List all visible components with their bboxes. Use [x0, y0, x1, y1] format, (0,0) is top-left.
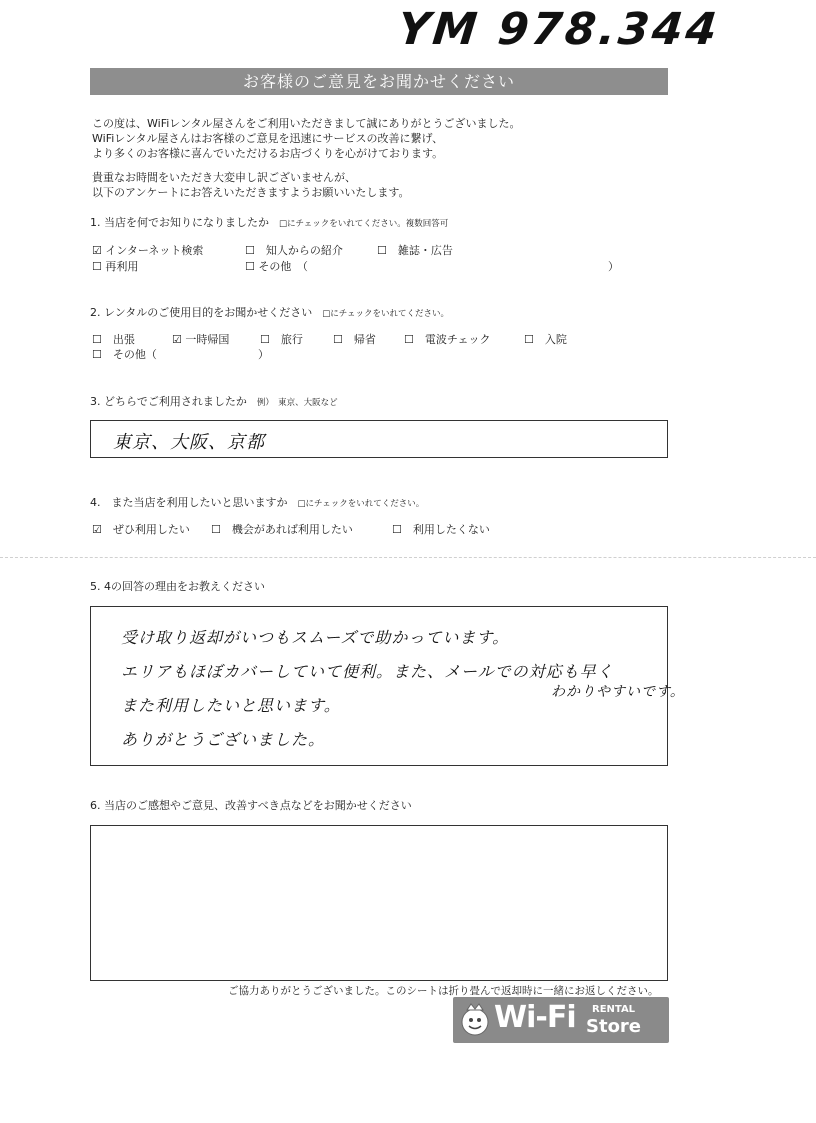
q2-option-other[interactable]: ☐ その他（ — [92, 348, 157, 361]
question-2-note: □にチェックをいれてください。 — [322, 309, 450, 319]
q2-option-homecoming[interactable]: ☐ 帰省 — [333, 333, 376, 346]
q5-answer-line-5: ありがとうございました。 — [121, 730, 326, 749]
question-6-label: 6. 当店のご感想やご意見、改善すべき点などをお聞かせください — [90, 799, 412, 812]
question-3 — [90, 393, 338, 409]
question-4-label: 4. また当店を利用したいと思いますか — [90, 496, 288, 509]
q5-answer-line-1: 受け取り返却がいつもスムーズで助かっています。 — [121, 628, 510, 647]
q4-option-if-chance[interactable]: ☐ 機会があれば利用したい — [211, 523, 353, 536]
intro-line-5: 以下のアンケートにお答えいただきますようお願いいたします。 — [92, 186, 410, 199]
checkbox-icon[interactable]: ☐ — [92, 260, 102, 273]
fold-line — [0, 557, 816, 558]
checkbox-icon[interactable]: ☐ — [392, 523, 402, 536]
intro-line-3: より多くのお客様に喜んでいただけるお店づくりを心がけております。 — [92, 147, 444, 160]
checkbox-icon[interactable]: ☐ — [260, 333, 270, 346]
footer-note: ご協力ありがとうございました。このシートは折り畳んで返却時に一緒にお返しください。 — [228, 985, 659, 997]
intro-line-2: WiFiレンタル屋さんはお客様のご意見を迅速にサービスの改善に繋げ、 — [92, 132, 444, 145]
checkbox-icon[interactable]: ☐ — [404, 333, 414, 346]
q2-option-temporary-return[interactable]: ☑ 一時帰国 — [172, 333, 230, 346]
q5-answer-line-2: エリアもほぼカバーしていて便利。また、メールでの対応も早く — [121, 662, 614, 681]
checkbox-checked-icon[interactable]: ☑ — [172, 333, 182, 346]
checkbox-icon[interactable]: ☐ — [211, 523, 221, 536]
question-1-note: □にチェックをいれてください。複数回答可 — [279, 219, 449, 229]
question-5 — [90, 578, 265, 594]
question-1-label: 1. 当店を何でお知りになりましたか — [90, 216, 269, 229]
checkbox-icon[interactable]: ☐ — [524, 333, 534, 346]
q1-paren-close: ） — [608, 260, 619, 273]
q1-option-other[interactable]: ☐ その他 （ — [245, 260, 308, 273]
checkbox-icon[interactable]: ☐ — [377, 244, 387, 257]
intro-line-1: この度は、WiFiレンタル屋さんをご利用いただきまして誠にありがとうございました。 — [92, 117, 521, 130]
q1-option-reuse[interactable]: ☐ 再利用 — [92, 260, 139, 273]
q3-answer: 東京、大阪、京都 — [113, 432, 265, 453]
question-2-label: 2. レンタルのご使用目的をお聞かせください — [90, 306, 313, 319]
question-3-note: 例） 東京、大阪など — [256, 398, 338, 408]
q5-answer-box[interactable] — [90, 606, 685, 766]
checkbox-icon[interactable]: ☐ — [245, 260, 255, 273]
q1-option-referral[interactable]: ☐ 知人からの紹介 — [245, 244, 343, 257]
q5-answer-line-4: また利用したいと思います。 — [121, 696, 341, 715]
q3-answer-box[interactable] — [90, 420, 668, 458]
q5-answer-line-3: わかりやすいです。 — [551, 684, 685, 700]
checkbox-icon[interactable]: ☐ — [333, 333, 343, 346]
q2-option-business[interactable]: ☐ 出張 — [92, 333, 135, 346]
logo-store-text: Store — [586, 1016, 642, 1037]
checkbox-checked-icon[interactable]: ☑ — [92, 244, 102, 257]
question-6 — [90, 797, 412, 813]
mascot-icon — [458, 1003, 492, 1037]
question-1 — [90, 214, 448, 230]
question-5-label: 5. 4の回答の理由をお教えください — [90, 580, 265, 593]
question-2 — [90, 304, 449, 320]
q4-option-no[interactable]: ☐ 利用したくない — [392, 523, 490, 536]
q2-paren-close: ） — [258, 348, 269, 361]
q6-answer-box[interactable] — [90, 825, 668, 981]
page-title: お客様のご意見をお聞かせください — [90, 68, 668, 95]
q1-option-internet[interactable]: ☑ インターネット検索 — [92, 244, 204, 257]
logo-rental-text: RENTAL — [592, 1004, 636, 1015]
question-4-note: □にチェックをいれてください。 — [297, 499, 425, 509]
q2-option-travel[interactable]: ☐ 旅行 — [260, 333, 303, 346]
serial-number: YM 978.344 — [395, 4, 723, 55]
checkbox-icon[interactable]: ☐ — [245, 244, 255, 257]
checkbox-icon[interactable]: ☐ — [92, 348, 102, 361]
question-3-label: 3. どちらでご利用されましたか — [90, 395, 247, 408]
q4-option-definitely[interactable]: ☑ ぜひ利用したい — [92, 523, 190, 536]
q1-option-magazine[interactable]: ☐ 雑誌・広告 — [377, 244, 453, 257]
logo-brand-text: Wi-Fi — [494, 1000, 576, 1035]
intro-line-4: 貴重なお時間をいただき大変申し訳ございませんが、 — [92, 171, 356, 184]
question-4 — [90, 494, 424, 510]
q2-option-signal-check[interactable]: ☐ 電波チェック — [404, 333, 491, 346]
q2-option-hospital[interactable]: ☐ 入院 — [524, 333, 567, 346]
checkbox-icon[interactable]: ☐ — [92, 333, 102, 346]
checkbox-checked-icon[interactable]: ☑ — [92, 523, 102, 536]
